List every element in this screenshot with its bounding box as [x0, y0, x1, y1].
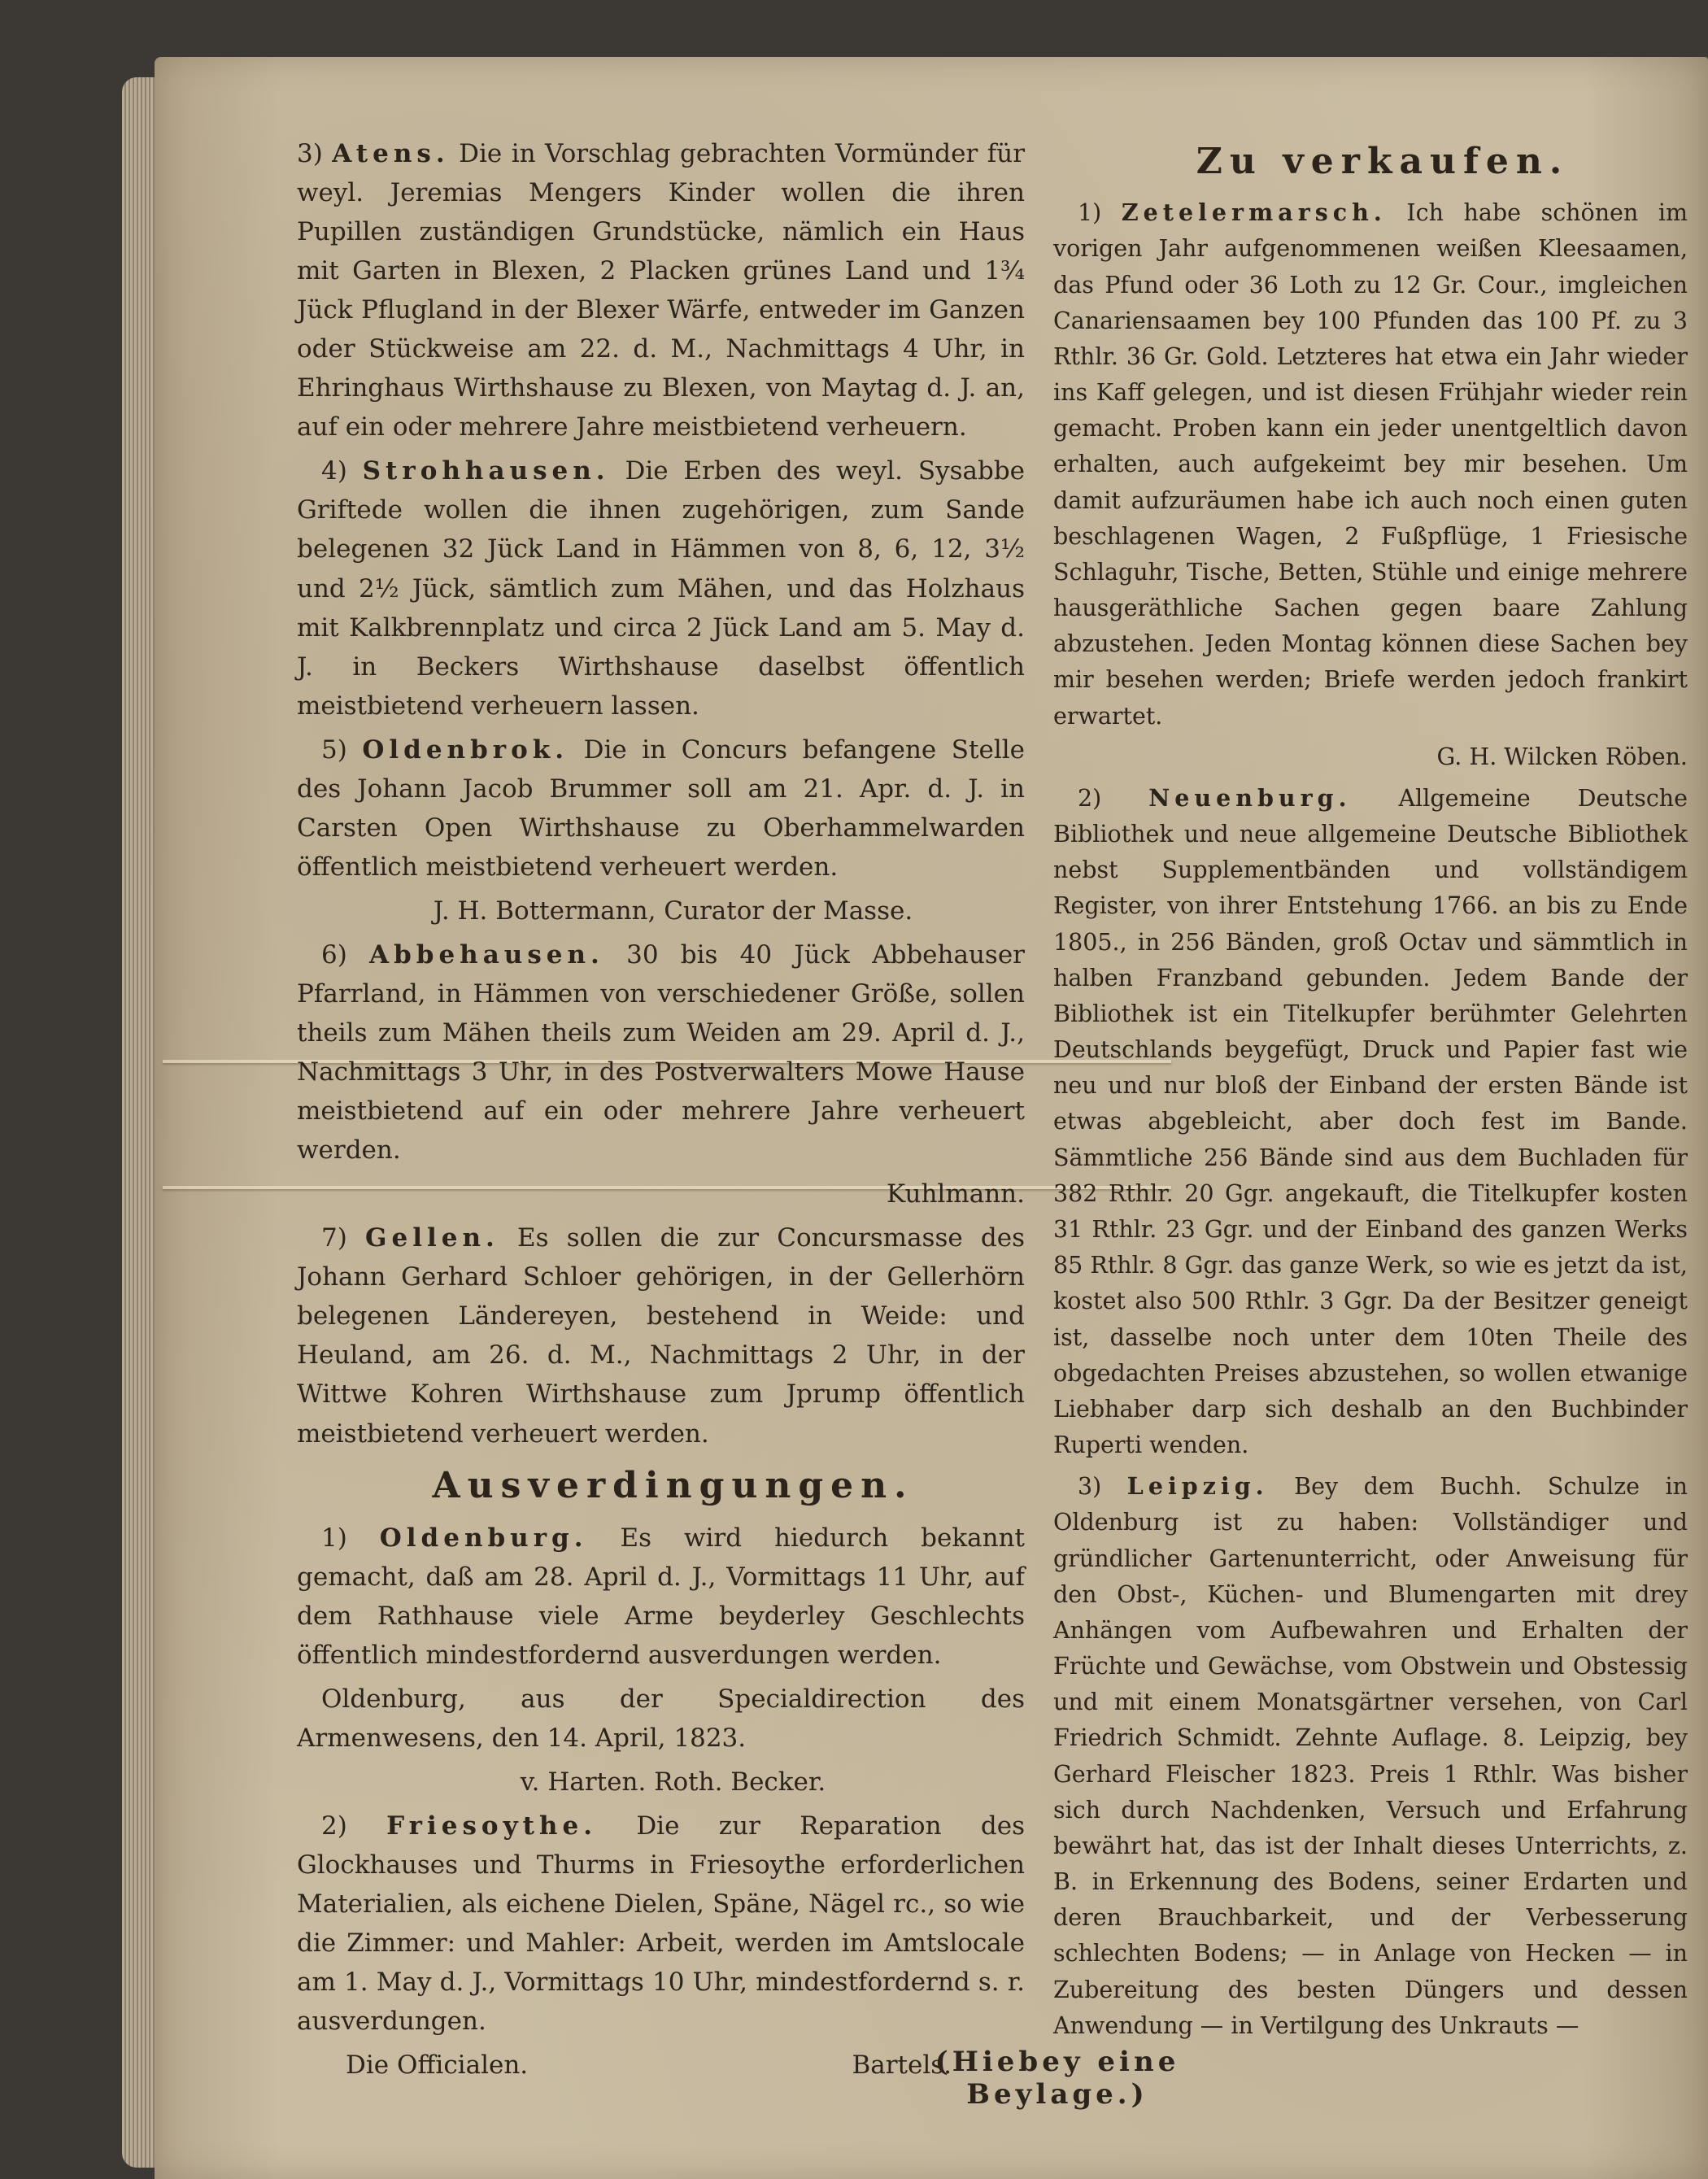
notice-zetelermarsch: 1) Zetelermarsch. Ich habe schönen im vorigen Jahr aufgenommenen weißen Kleesaamen, das Pfund oder 36 Loth zu 12 Gr. Cour., imgleichen Canariensaamen bey 100 Pfunden das 100 Pf. zu 3 Rthlr. 36 Gr. Gold. Letzteres hat etwa ein Jahr wieder ins Kaff gelegen, und ist diesen Frühjahr wieder rein gemacht. Proben kann ein jeder unentgeltlich davon erhalten, auch aufgekeimt bey mir besehen. Um damit aufzuräumen habe ich auch noch einen guten beschlagenen Wagen, 2 Fußpflüge, 1 Friesische Schlaguhr, Tische, Betten, Stühle und einige mehrere hausgeräthliche Sachen gegen baare Zahlung abzustehen. Jeden Montag können diese Sachen bey mir besehen werden; Briefe werden jedoch frankirt erwartet. [1053, 198, 1688, 730]
section-heading: Zu verkaufen. [1196, 141, 1570, 182]
notice-text: Es sollen die zur Concursmasse des Johann Gerhard Schloer gehörigen, in der Gellerhörn belegenen Ländereyen, bestehend in Weide: und Heuland, am 26. d. M., Nachmittags 2 Uhr, in der Wittwe Kohren Wirthshause zum Jprump öffentlich meistbietend verheuert werden. [297, 1223, 1026, 1449]
supplement-note: (Hiebey eine Beylage.) [935, 2046, 1180, 2111]
notice-neuenburg: 2) Neuenburg. Allgemeine Deutsche Bibliothek und neue allgemeine Deutsche Bibliothek nebst Supplementbänden und vollständigem Register, von ihrer Entstehung 1766. an bis zu Ende 1805., in 256 Bänden, groß Octav und sämmtlich in halben Franzband gebunden. Jedem Bande der Bibliothek ist ein Titelkupfer berühmter Gelehrten Deutschlands beygefügt, Druck und Papier fast wie neu und nur bloß der Einband der ersten Bände ist etwas abgebleicht, aber doch fest im Bande. Sämmtliche 256 Bände sind aus dem Buchladen für 382 Rthlr. 20 Ggr. angekauft, die Titelkupfer kosten 31 Rthlr. 23 Ggr. und der Einband des ganzen Werks 85 Rthlr. 8 Ggr. das ganze Werk, so wie es jetzt da ist, kostet also 500 Rthlr. 3 Ggr. Da der Besitzer geneigt ist, dasselbe noch unter dem 10ten Theile des obgedachten Preises abzustehen, so wollen etwanige Liebhaber darp sich deshalb an den Buchbinder Ruperti wenden. [1053, 783, 1688, 1459]
place-name: Oldenbrok. [362, 734, 569, 765]
place-name: Gellen. [365, 1223, 499, 1253]
place-name: Atens. [332, 139, 450, 168]
place-name: Strohhausen. [362, 456, 610, 486]
notice-text: Allgemeine Deutsche Bibliothek und neue allgemeine Deutsche Bibliothek nebst Supplementbänden und vollständigem Register, von ihrer Entstehung 1766. an bis zu Ende 1805., in 256 Bänden, groß Octav und sämmtlich in halben Franzband gebunden. Jedem Bande der Bibliothek ist ein Titelkupfer berühmter Gelehrten Deutschlands beygefügt, Druck und Papier fast wie neu und nur bloß der Einband der ersten Bände ist etwas abgebleicht, aber doch fest im Bande. Sämmtliche 256 Bände sind aus dem Buchladen für 382 Rthlr. 20 Ggr. angekauft, die Titelkupfer kosten 31 Rthlr. 23 Ggr. und der Einband des ganzen Werks 85 Rthlr. 8 Ggr. das ganze Werk, so wie es jetzt da ist, kostet also 500 Rthlr. 3 Ggr. Da der Besitzer geneigt ist, dasselbe noch unter dem 10ten Theile des obgedachten Preises abzustehen, so wollen etwanige Liebhaber darp sich deshalb an den Buchbinder Ruperti wenden. [1053, 784, 1688, 1459]
notice-text: Ich habe schönen im vorigen Jahr aufgenommenen weißen Kleesaamen, das Pfund oder 36 Loth zu 12 Gr. Cour., imgleichen Canariensaamen bey 100 Pfunden das 100 Pf. zu 3 Rthlr. 36 Gr. Gold. Letzteres hat etwa ein Jahr wieder ins Kaff gelegen, und ist diesen Frühjahr wieder rein gemacht. Proben kann ein jeder unentgeltlich davon erhalten, auch aufgekeimt bey mir besehen. Um damit aufzuräumen habe ich auch noch einen guten beschlagenen Wagen, 2 Fußpflüge, 1 Friesische Schlaguhr, Tische, Betten, Stühle und einige mehrere hausgeräthliche Sachen gegen baare Zahlung abzustehen. Jeden Montag können diese Sachen bey mir besehen werden; Briefe werden jedoch frankirt erwartet. [1053, 199, 1688, 730]
left-column [297, 134, 1025, 2085]
notice-text: Die Erben des weyl. Sysabbe Griftede wollen die ihnen zugehörigen, zum Sande belegenen 32 Jück Land in Hämmen von 8, 6, 12, 3½ und 2½ Jück, sämtlich zum Mähen, und das Holzhaus mit Kalkbrennplatz und circa 2 Jück Land am 5. May d. J. in Beckers Wirthshause daselbst öffentlich meistbietend verheuern lassen. [297, 456, 1026, 721]
place-name: Abbehausen. [369, 939, 604, 970]
notice-text: Die in Concurs befangene Stelle des Johann Jacob Brummer soll am 21. Apr. d. J. in Carsten Open Wirthshause zu Oberhammelwarden öffentlich meistbietend verheuert werden. [297, 734, 1026, 882]
signature: Bartels. [852, 2050, 952, 2081]
notice-oldenburg: 1) Oldenburg. Es wird hiedurch bekannt gemacht, daß am 28. April d. J., Vormittags 11 Uhr, auf dem Rathhause viele Arme beyderley Geschlechts öffentlich mindestfordernd ausverdungen werden. [297, 1523, 1025, 1670]
place-name: Oldenburg. [379, 1523, 588, 1553]
section-heading: Ausverdingungen. [432, 1464, 914, 1506]
notice-oldenbrok: 5) Oldenbrok. Die in Concurs befangene Stelle des Johann Jacob Brummer soll am 21. Apr. d. J. in Carsten Open Wirthshause zu Oberhammelwarden öffentlich meistbietend verheuert werden. [297, 734, 1026, 882]
signature: Kuhlmann. [887, 1179, 1025, 1209]
place-name: Neuenburg. [1148, 783, 1352, 812]
notice-text: Es wird hiedurch bekannt gemacht, daß am 28. April d. J., Vormittags 11 Uhr, auf dem Rathhause viele Arme beyderley Geschlechts öffentlich mindestfordernd ausverdungen werden. [297, 1523, 1025, 1670]
notice-text: Die zur Reparation des Glockhauses und Thurms in Friesoythe erforderlichen Materialien, als eichene Dielen, Späne, Nägel rc., so wie die Zimmer: und Mahler: Arbeit, werden im Amtslocale am 1. May d. J., Vormittags 10 Uhr, mindestfordernd s. r. ausverdungen. [297, 1811, 1025, 2037]
place-name: Zetelermarsch. [1121, 198, 1387, 227]
right-column [1053, 134, 1688, 2049]
notice-leipzig: 3) Leipzig. Bey dem Buchh. Schulze in Oldenburg ist zu haben: Vollständiger und gründlicher Gartenunterricht, oder Anweisung für den Obst-, Küchen- und Blumengarten mit drey Anhängen vom Aufbewahren und Erhalten der Früchte und Gewächse, vom Obstwein und Obstessig und mit einem Monatsgärtner versehen, von Carl Friedrich Schmidt. Zehnte Auflage. 8. Leipzig, bey Gerhard Fleischer 1823. Preis 1 Rthlr. Was bisher sich durch Nachdenken, Versuch und Erfahrung bewährt hat, das ist der Inhalt dieses Unterrichts, z. B. in Erkennung des Bodens, seiner Erdarten und deren Brauchbarkeit, und der Verbesserung schlechten Bodens; — in Anlage von Hecken — in Zubereitung des besten Düngers und dessen Anwendung — in Vertilgung des Unkrauts — [1053, 1472, 1688, 2039]
signature: J. H. Bottermann, Curator der Masse. [433, 896, 913, 926]
place-name: Leipzig. [1126, 1472, 1269, 1501]
place-name: Friesoythe. [386, 1811, 597, 1841]
notice-text: Bey dem Buchh. Schulze in Oldenburg ist zu haben: Vollständiger und gründlicher Gartenunterricht, oder Anweisung für den Obst-, Küchen- und Blumengarten mit drey Anhängen vom Aufbewahren und Erhalten der Früchte und Gewächse, vom Obstwein und Obstessig und mit einem Monatsgärtner versehen, von Carl Friedrich Schmidt. Zehnte Auflage. 8. Leipzig, bey Gerhard Fleischer 1823. Preis 1 Rthlr. Was bisher sich durch Nachdenken, Versuch und Erfahrung bewährt hat, das ist der Inhalt dieses Unterrichts, z. B. in Erkennung des Bodens, seiner Erdarten und deren Brauchbarkeit, und der Verbesserung schlechten Bodens; — in Anlage von Hecken — in Zubereitung des besten Düngers und dessen Anwendung — in Vertilgung des Unkrauts — [1053, 1473, 1688, 2039]
notice-friesoythe: 2) Friesoythe. Die zur Reparation des Glockhauses und Thurms in Friesoythe erforderlichen Materialien, als eichene Dielen, Späne, Nägel rc., so wie die Zimmer: und Mahler: Arbeit, werden im Amtslocale am 1. May d. J., Vormittags 10 Uhr, mindestfordernd s. r. ausverdungen. [297, 1811, 1025, 2037]
signature: Die Officialen. [346, 2050, 529, 2081]
notice-abbehausen: 6) Abbehausen. 30 bis 40 Jück Abbehauser Pfarrland, in Hämmen von verschiedener Größe, sollen theils zum Mähen theils zum Weiden am 29. April d. J., Nachmittags 3 Uhr, in des Postverwalters Mowe Hause meistbietend auf ein oder mehrere Jahre verheuert werden. [297, 939, 1025, 1166]
dateline: Oldenburg, aus der Specialdirection des Armenwesens, den 14. April, 1823. [297, 1684, 1025, 1753]
signature: v. Harten. Roth. Becker. [520, 1767, 826, 1798]
signature: G. H. Wilcken Röben. [1436, 743, 1688, 770]
notice-text: 30 bis 40 Jück Abbehauser Pfarrland, in Hämmen von verschiedener Größe, sollen theils zum Mähen theils zum Weiden am 29. April d. J., Nachmittags 3 Uhr, in des Postverwalters Mowe Hause meistbietend auf ein oder mehrere Jahre verheuert werden. [297, 939, 1025, 1166]
notice-atens: 3) Atens. Die in Vorschlag gebrachten Vormünder für weyl. Jeremias Mengers Kinder wollen die ihren Pupillen zuständigen Grundstücke, nämlich ein Haus mit Garten in Blexen, 2 Placken grünes Land und 1¾ Jück Pflugland in der Blexer Wärfe, entweder im Ganzen oder Stückweise am 22. d. M., Nachmittags 4 Uhr, in Ehringhaus Wirthshause zu Blexen, von Maytag d. J. an, auf ein oder mehrere Jahre meistbietend verheuern. [297, 139, 1026, 442]
notice-strohhausen: 4) Strohhausen. Die Erben des weyl. Sysabbe Griftede wollen die ihnen zugehörigen, zum Sande belegenen 32 Jück Land in Hämmen von 8, 6, 12, 3½ und 2½ Jück, sämtlich zum Mähen, und das Holzhaus mit Kalkbrennplatz und circa 2 Jück Land am 5. May d. J. in Beckers Wirthshause daselbst öffentlich meistbietend verheuern lassen. [297, 456, 1026, 721]
notice-text: Die in Vorschlag gebrachten Vormünder für weyl. Jeremias Mengers Kinder wollen die ihren Pupillen zuständigen Grundstücke, nämlich ein Haus mit Garten in Blexen, 2 Placken grünes Land und 1¾ Jück Pflugland in der Blexer Wärfe, entweder im Ganzen oder Stückweise am 22. d. M., Nachmittags 4 Uhr, in Ehringhaus Wirthshause zu Blexen, von Maytag d. J. an, auf ein oder mehrere Jahre meistbietend verheuern. [297, 139, 1026, 442]
notice-gellen: 7) Gellen. Es sollen die zur Concursmasse des Johann Gerhard Schloer gehörigen, in der Gellerhörn belegenen Ländereyen, bestehend in Weide: und Heuland, am 26. d. M., Nachmittags 2 Uhr, in der Wittwe Kohren Wirthshause zum Jprump öffentlich meistbietend verheuert werden. [297, 1223, 1026, 1449]
